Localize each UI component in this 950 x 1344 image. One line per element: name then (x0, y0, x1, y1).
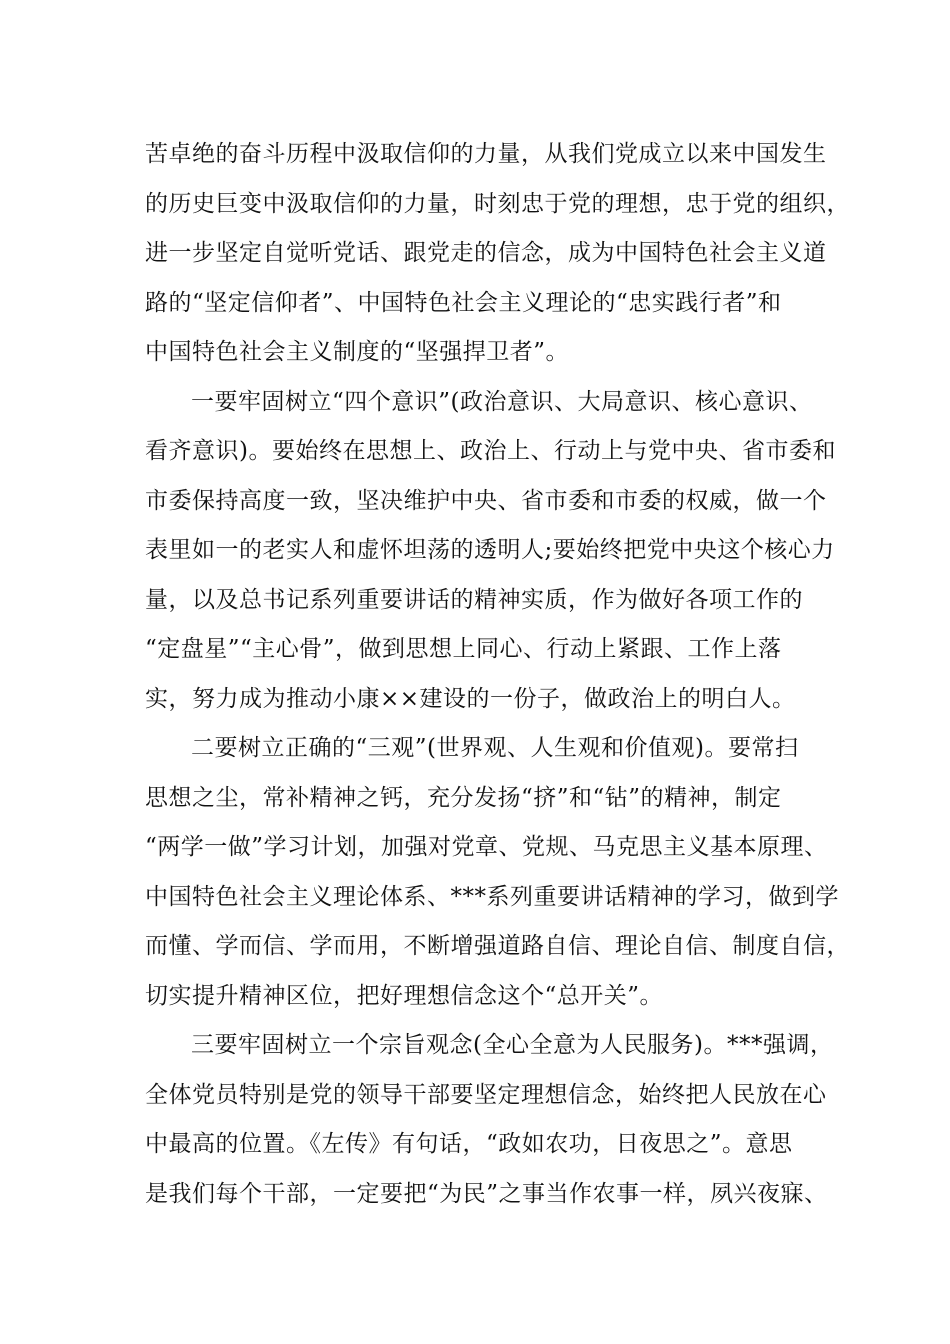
text-line: “定盘星”“主心骨”，做到思想上同心、行动上紧跟、工作上落 (145, 636, 782, 662)
text-line: “两学一做”学习计划，加强对党章、党规、马克思主义基本原理、 (145, 834, 828, 860)
text-line: 看齐意识)。要始终在思想上、政治上、行动上与党中央、省市委和 (145, 438, 836, 464)
paragraph-start-line: 一要牢固树立“四个意识”(政治意识、大局意识、核心意识、 (191, 388, 813, 415)
text-line: 中国特色社会主义理论体系、***系列重要讲话精神的学习，做到学 (145, 883, 839, 910)
text-line: 切实提升精神区位，把好理想信念这个“总开关”。 (145, 982, 664, 1009)
paragraph-start-line: 二要树立正确的“三观”(世界观、人生观和价值观)。要常扫 (191, 735, 799, 761)
text-line: 路的“坚定信仰者”、中国特色社会主义理论的“忠实践行者”和 (145, 289, 782, 316)
text-line: 全体党员特别是党的领导干部要坚定理想信念，始终把人民放在心 (145, 1081, 827, 1108)
text-line: 市委保持高度一致，坚决维护中央、省市委和市委的权威，做一个 (145, 487, 827, 514)
body-text (145, 130, 850, 1219)
text-line: 实，努力成为推动小康××建设的一份子，做政治上的明白人。 (145, 685, 796, 712)
text-line: 表里如一的老实人和虚怀坦荡的透明人;要始终把党中央这个核心力 (145, 537, 835, 563)
text-line: 是我们每个干部，一定要把“为民”之事当作农事一样，夙兴夜寐、 (145, 1180, 828, 1207)
text-line: 思想之尘，常补精神之钙，充分发扬“挤”和“钻”的精神，制定 (145, 784, 782, 811)
text-line: 中最高的位置。《左传》有句话，“政如农功，日夜思之”。意思 (145, 1131, 793, 1157)
text-line: 苦卓绝的奋斗历程中汲取信仰的力量，从我们党成立以来中国发生 (145, 141, 827, 167)
text-line: 中国特色社会主义制度的“坚强捍卫者”。 (145, 339, 570, 365)
text-line: 而懂、学而信、学而用，不断增强道路自信、理论自信、制度自信， (145, 933, 850, 959)
paragraph-start-line: 三要牢固树立一个宗旨观念(全心全意为人民服务)。***强调， (191, 1032, 834, 1058)
text-line: 量，以及总书记系列重要讲话的精神实质，作为做好各项工作的 (145, 586, 803, 613)
text-line: 的历史巨变中汲取信仰的力量，时刻忠于党的理想，忠于党的组织， (145, 190, 850, 217)
text-line: 进一步坚定自觉听党话、跟党走的信念，成为中国特色社会主义道 (145, 240, 827, 266)
